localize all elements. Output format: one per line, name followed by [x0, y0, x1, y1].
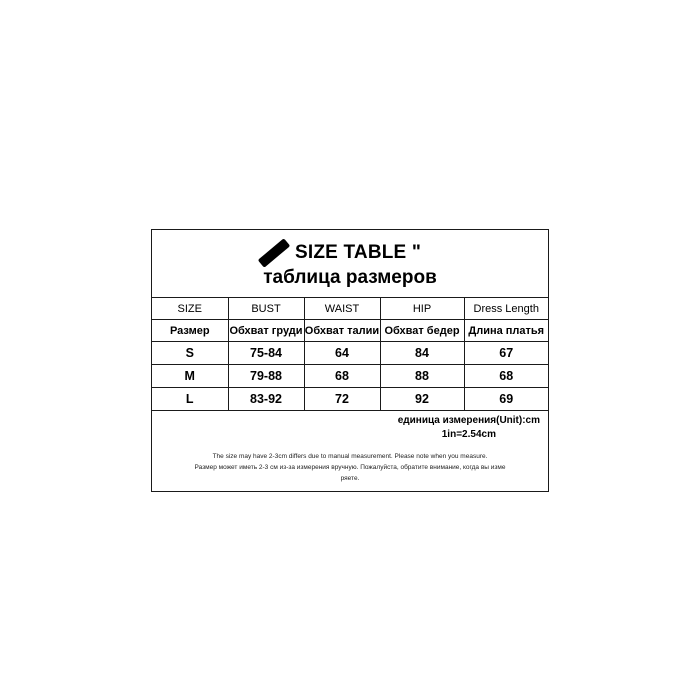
header-cell: HIP — [380, 298, 464, 320]
page-subtitle: таблица размеров — [263, 267, 437, 288]
header-cell: Dress Length — [464, 298, 548, 320]
header-cell: Длина платья — [464, 320, 548, 342]
table-cell: 69 — [464, 388, 548, 411]
table-cell: L — [152, 388, 228, 411]
size-chart-card — [151, 229, 549, 492]
title-row — [257, 241, 421, 265]
page-title: SIZE TABLE " — [295, 242, 422, 263]
table-cell: 68 — [464, 365, 548, 388]
header-cell: BUST — [228, 298, 304, 320]
header-cell: Обхват груди — [228, 320, 304, 342]
table-cell: M — [152, 365, 228, 388]
table-cell: 79-88 — [228, 365, 304, 388]
table-cell: S — [152, 342, 228, 365]
table-cell: 83-92 — [228, 388, 304, 411]
table-row — [152, 365, 548, 388]
table-row — [152, 342, 548, 365]
table-cell: 84 — [380, 342, 464, 365]
unit-note — [398, 414, 540, 442]
note-line-ru: Размер может иметь 2-3 см из-за измерения вручную. Пожалуйста, обратите внимание, когда вы изме — [194, 464, 506, 471]
table-cell: 72 — [304, 388, 380, 411]
header-row-en — [152, 298, 548, 320]
table-cell: 75-84 — [228, 342, 304, 365]
header-cell: Обхват бедер — [380, 320, 464, 342]
slash-bar-icon — [258, 238, 290, 268]
header-cell: Размер — [152, 320, 228, 342]
size-table — [152, 297, 548, 411]
header-cell: SIZE — [152, 298, 228, 320]
header-row-ru — [152, 320, 548, 342]
measurement-note — [152, 451, 548, 484]
table-row — [152, 388, 548, 411]
table-cell: 68 — [304, 365, 380, 388]
unit-conversion: 1in=2.54cm — [441, 429, 496, 440]
table-cell: 64 — [304, 342, 380, 365]
unit-line: единица измерения(Unit):cm — [397, 415, 540, 426]
table-cell: 88 — [380, 365, 464, 388]
note-line-en: The size may have 2-3cm differs due to manual measurement. Please note when you measure. — [212, 453, 488, 460]
header-cell: Обхват талии — [304, 320, 380, 342]
note-line-ru-cont: ряете. — [340, 475, 360, 482]
header-cell: WAIST — [304, 298, 380, 320]
table-cell: 67 — [464, 342, 548, 365]
table-cell: 92 — [380, 388, 464, 411]
